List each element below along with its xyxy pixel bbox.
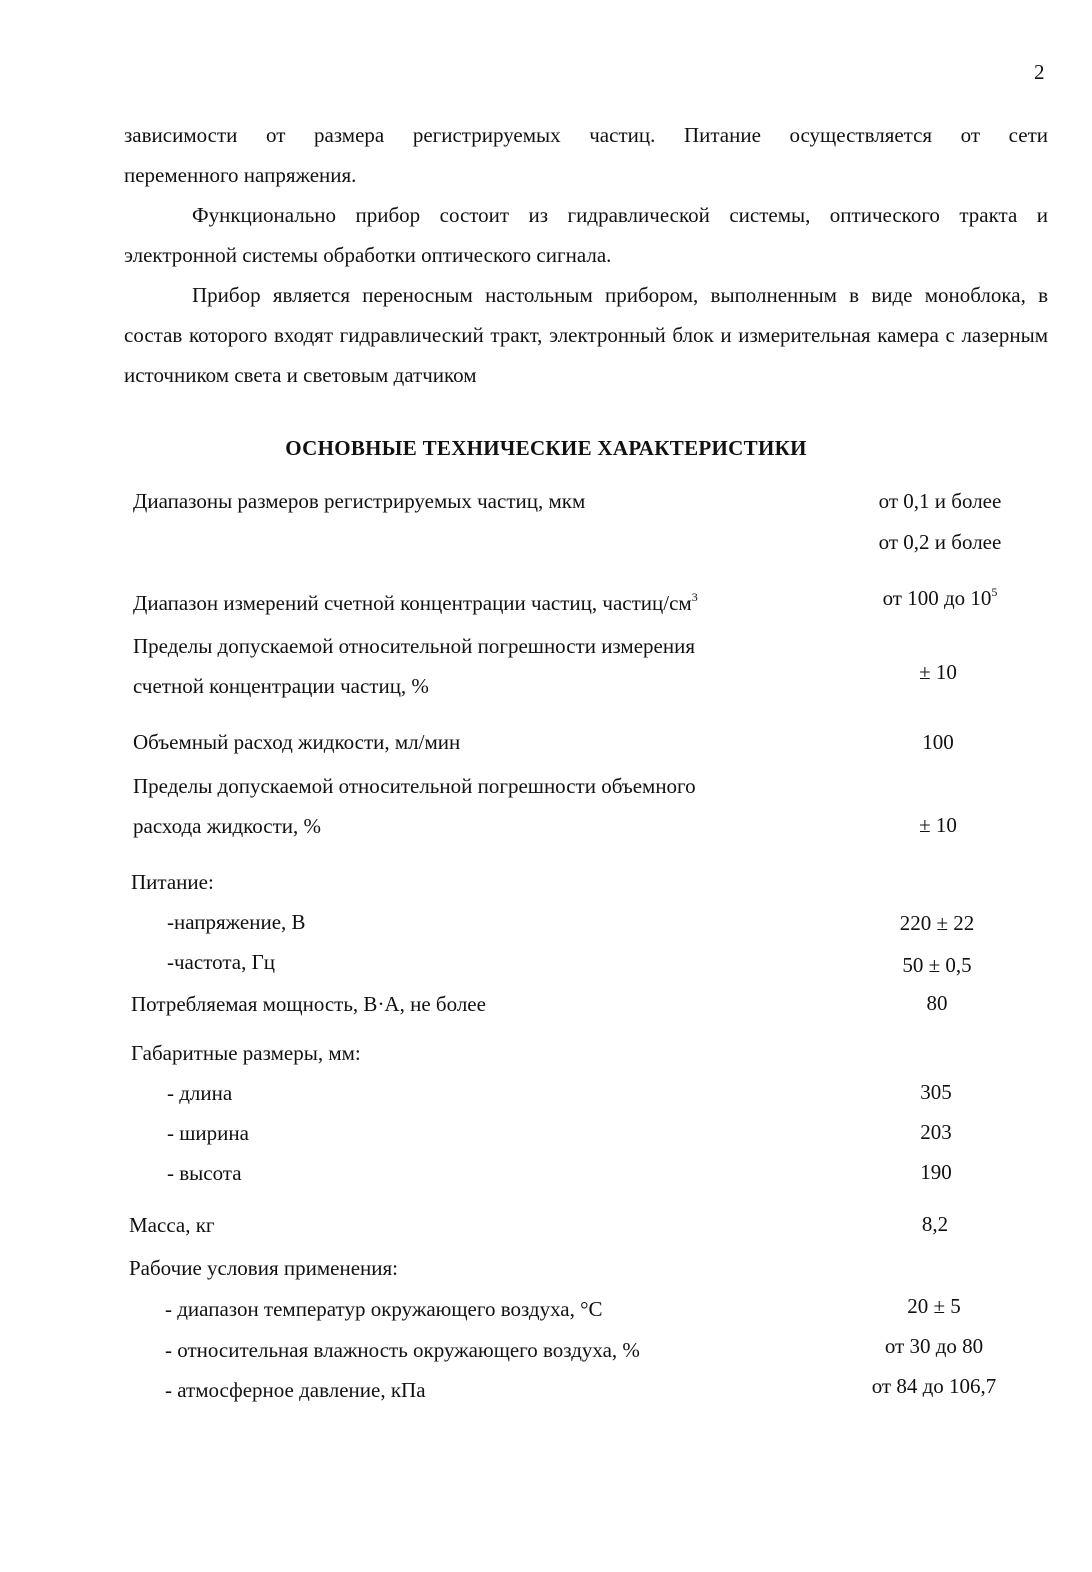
spec-label-concentration-range — [133, 583, 698, 623]
spec-value-power-consumption: 80 — [926, 991, 948, 1015]
spec-value-flow-rate: 100 — [922, 730, 954, 754]
spec-value-height: 190 — [920, 1160, 952, 1184]
spec-value-mass: 8,2 — [921, 1212, 949, 1236]
spec-label-particle-size: Диапазоны размеров регистрируемых частиц, мкм — [133, 489, 586, 513]
spec-value-temperature: 20 ± 5 — [907, 1294, 961, 1318]
spec-label-flow-rate: Объемный расход жидкости, мл/мин — [133, 730, 461, 754]
spec-value-particle-size-2: от 0,2 и более — [878, 530, 1002, 554]
spec-value-humidity: от 30 до 80 — [884, 1334, 984, 1358]
section-title: ОСНОВНЫЕ ТЕХНИЧЕСКИЕ ХАРАКТЕРИСТИКИ — [285, 436, 807, 460]
spec-label-mass: Масса, кг — [129, 1213, 215, 1237]
spec-value-flow-error: ± 10 — [919, 813, 957, 837]
spec-value-frequency: 50 ± 0,5 — [902, 953, 972, 977]
spec-label-power-supply: Питание: — [131, 870, 214, 894]
superscript: 5 — [991, 585, 998, 599]
spec-label-frequency: -частота, Гц — [167, 950, 275, 974]
page-number: 2 — [1034, 60, 1045, 84]
spec-label-temperature: - диапазон температур окружающего воздуха, °С — [165, 1297, 603, 1321]
spec-label-pressure: - атмосферное давление, кПа — [165, 1378, 426, 1402]
spec-label-length: - длина — [167, 1081, 233, 1105]
spec-value-concentration-error: ± 10 — [919, 660, 957, 684]
spec-value-particle-size-1: от 0,1 и более — [878, 489, 1002, 513]
spec-label-humidity: - относительная влажность окружающего воздуха, % — [165, 1338, 640, 1362]
paragraph-description: Прибор является переносным настольным прибором, выполненным в виде моноблока, в состав которого входят гидравлический тракт, электронный блок и измерительная камера с лазерным источником света и световым датчиком — [124, 283, 1048, 387]
spec-label-flow-error-1: Пределы допускаемой относительной погрешности объемного — [133, 774, 696, 798]
spec-label-voltage: -напряжение, В — [167, 910, 306, 934]
spec-label-dimensions: Габаритные размеры, мм: — [131, 1041, 361, 1065]
spec-label-width: - ширина — [167, 1121, 249, 1145]
paragraph-line: переменного напряжения. — [124, 163, 357, 187]
spec-value-pressure: от 84 до 106,7 — [871, 1374, 997, 1398]
superscript: 3 — [691, 590, 698, 604]
spec-value-width: 203 — [920, 1120, 952, 1144]
spec-label-power-consumption: Потребляемая мощность, В·А, не более — [131, 992, 486, 1016]
value-text: от 100 до 10 — [882, 586, 992, 610]
spec-value-concentration-range — [830, 578, 1050, 618]
spec-label-concentration-error-2: счетной концентрации частиц, % — [133, 674, 429, 698]
spec-value-length: 305 — [920, 1080, 952, 1104]
spec-label-height: - высота — [167, 1161, 242, 1185]
spec-label-concentration-error-1: Пределы допускаемой относительной погрешности измерения — [133, 634, 695, 658]
spec-label-operating-conditions: Рабочие условия применения: — [129, 1256, 398, 1280]
paragraph-functional: Функционально прибор состоит из гидравлической системы, оптического тракта и электронной системы обработки оптического сигнала. — [124, 203, 1048, 267]
paragraph-line: зависимости от размера регистрируемых частиц. Питание осуществляется от сети — [124, 123, 1048, 147]
label-text: Диапазон измерений счетной концентрации частиц, частиц/см — [133, 591, 692, 615]
spec-label-flow-error-2: расхода жидкости, % — [133, 814, 322, 838]
paragraph-continuation — [124, 115, 1048, 195]
spec-value-voltage: 220 ± 22 — [899, 911, 975, 935]
